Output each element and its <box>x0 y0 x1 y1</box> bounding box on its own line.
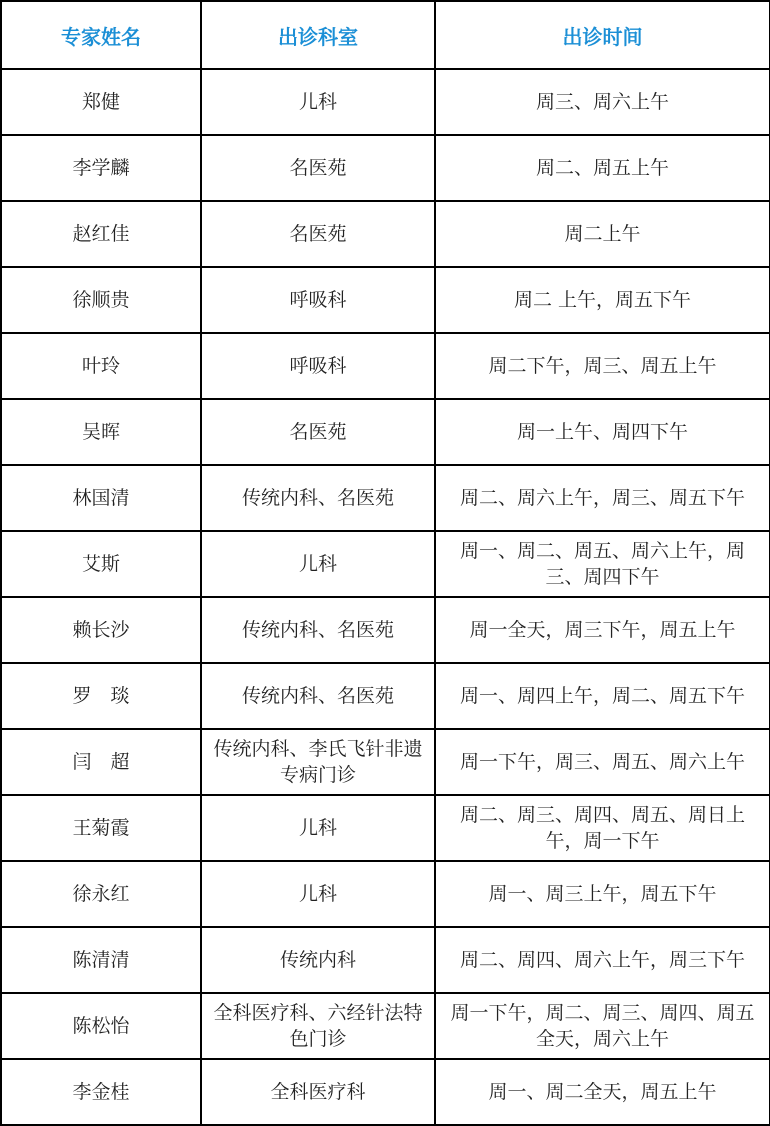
department-cell: 呼吸科 <box>201 333 435 399</box>
clinic-time-cell: 周二、周五上午 <box>435 135 770 201</box>
clinic-time-cell: 周一、周三上午，周五下午 <box>435 861 770 927</box>
table-row <box>1 267 770 333</box>
table-row <box>1 135 770 201</box>
department-cell: 呼吸科 <box>201 267 435 333</box>
expert-name-cell: 王菊霞 <box>1 795 201 861</box>
table-row <box>1 1059 770 1125</box>
expert-name-cell: 陈松怡 <box>1 993 201 1059</box>
clinic-time-cell: 周一、周四上午，周二、周五下午 <box>435 663 770 729</box>
table-header <box>1 1 770 69</box>
expert-name-cell: 李学麟 <box>1 135 201 201</box>
clinic-time-cell: 周二、周四、周六上午，周三下午 <box>435 927 770 993</box>
expert-name-cell: 郑健 <box>1 69 201 135</box>
clinic-time-cell: 周二、周三、周四、周五、周日上午，周一下午 <box>435 795 770 861</box>
expert-name-cell: 闫 超 <box>1 729 201 795</box>
table-row <box>1 531 770 597</box>
clinic-time-cell: 周二 上午，周五下午 <box>435 267 770 333</box>
table-row <box>1 69 770 135</box>
department-cell: 传统内科 <box>201 927 435 993</box>
department-cell: 儿科 <box>201 861 435 927</box>
table-row <box>1 927 770 993</box>
clinic-time-cell: 周二上午 <box>435 201 770 267</box>
expert-name-cell: 艾斯 <box>1 531 201 597</box>
department-cell: 传统内科、李氏飞针非遗专病门诊 <box>201 729 435 795</box>
table-row <box>1 663 770 729</box>
table-row <box>1 993 770 1059</box>
department-cell: 名医苑 <box>201 135 435 201</box>
table-body <box>1 69 770 1125</box>
department-cell: 全科医疗科 <box>201 1059 435 1125</box>
department-cell: 名医苑 <box>201 201 435 267</box>
expert-name-cell: 徐永红 <box>1 861 201 927</box>
table-row <box>1 333 770 399</box>
clinic-time-cell: 周一全天，周三下午，周五上午 <box>435 597 770 663</box>
table-row <box>1 861 770 927</box>
expert-name-cell: 林国清 <box>1 465 201 531</box>
header-expert-name: 专家姓名 <box>1 1 201 69</box>
clinic-time-cell: 周一、周二全天，周五上午 <box>435 1059 770 1125</box>
department-cell: 儿科 <box>201 795 435 861</box>
department-cell: 传统内科、名医苑 <box>201 465 435 531</box>
expert-name-cell: 李金桂 <box>1 1059 201 1125</box>
table-row <box>1 465 770 531</box>
clinic-time-cell: 周一、周二、周五、周六上午，周三、周四下午 <box>435 531 770 597</box>
clinic-time-cell: 周二、周六上午，周三、周五下午 <box>435 465 770 531</box>
expert-name-cell: 吴晖 <box>1 399 201 465</box>
header-department: 出诊科室 <box>201 1 435 69</box>
table-row <box>1 795 770 861</box>
table-row <box>1 399 770 465</box>
department-cell: 传统内科、名医苑 <box>201 597 435 663</box>
clinic-time-cell: 周二下午，周三、周五上午 <box>435 333 770 399</box>
header-clinic-time: 出诊时间 <box>435 1 770 69</box>
department-cell: 儿科 <box>201 531 435 597</box>
clinic-time-cell: 周一下午，周三、周五、周六上午 <box>435 729 770 795</box>
expert-name-cell: 陈清清 <box>1 927 201 993</box>
expert-name-cell: 徐顺贵 <box>1 267 201 333</box>
clinic-time-cell: 周三、周六上午 <box>435 69 770 135</box>
table-row <box>1 201 770 267</box>
expert-name-cell: 赖长沙 <box>1 597 201 663</box>
department-cell: 名医苑 <box>201 399 435 465</box>
department-cell: 儿科 <box>201 69 435 135</box>
table-row <box>1 597 770 663</box>
department-cell: 全科医疗科、六经针法特色门诊 <box>201 993 435 1059</box>
department-cell: 传统内科、名医苑 <box>201 663 435 729</box>
header-row <box>1 1 770 69</box>
expert-name-cell: 罗 琰 <box>1 663 201 729</box>
expert-name-cell: 赵红佳 <box>1 201 201 267</box>
table-row <box>1 729 770 795</box>
clinic-time-cell: 周一上午、周四下午 <box>435 399 770 465</box>
expert-name-cell: 叶玲 <box>1 333 201 399</box>
clinic-time-cell: 周一下午，周二、周三、周四、周五全天，周六上午 <box>435 993 770 1059</box>
